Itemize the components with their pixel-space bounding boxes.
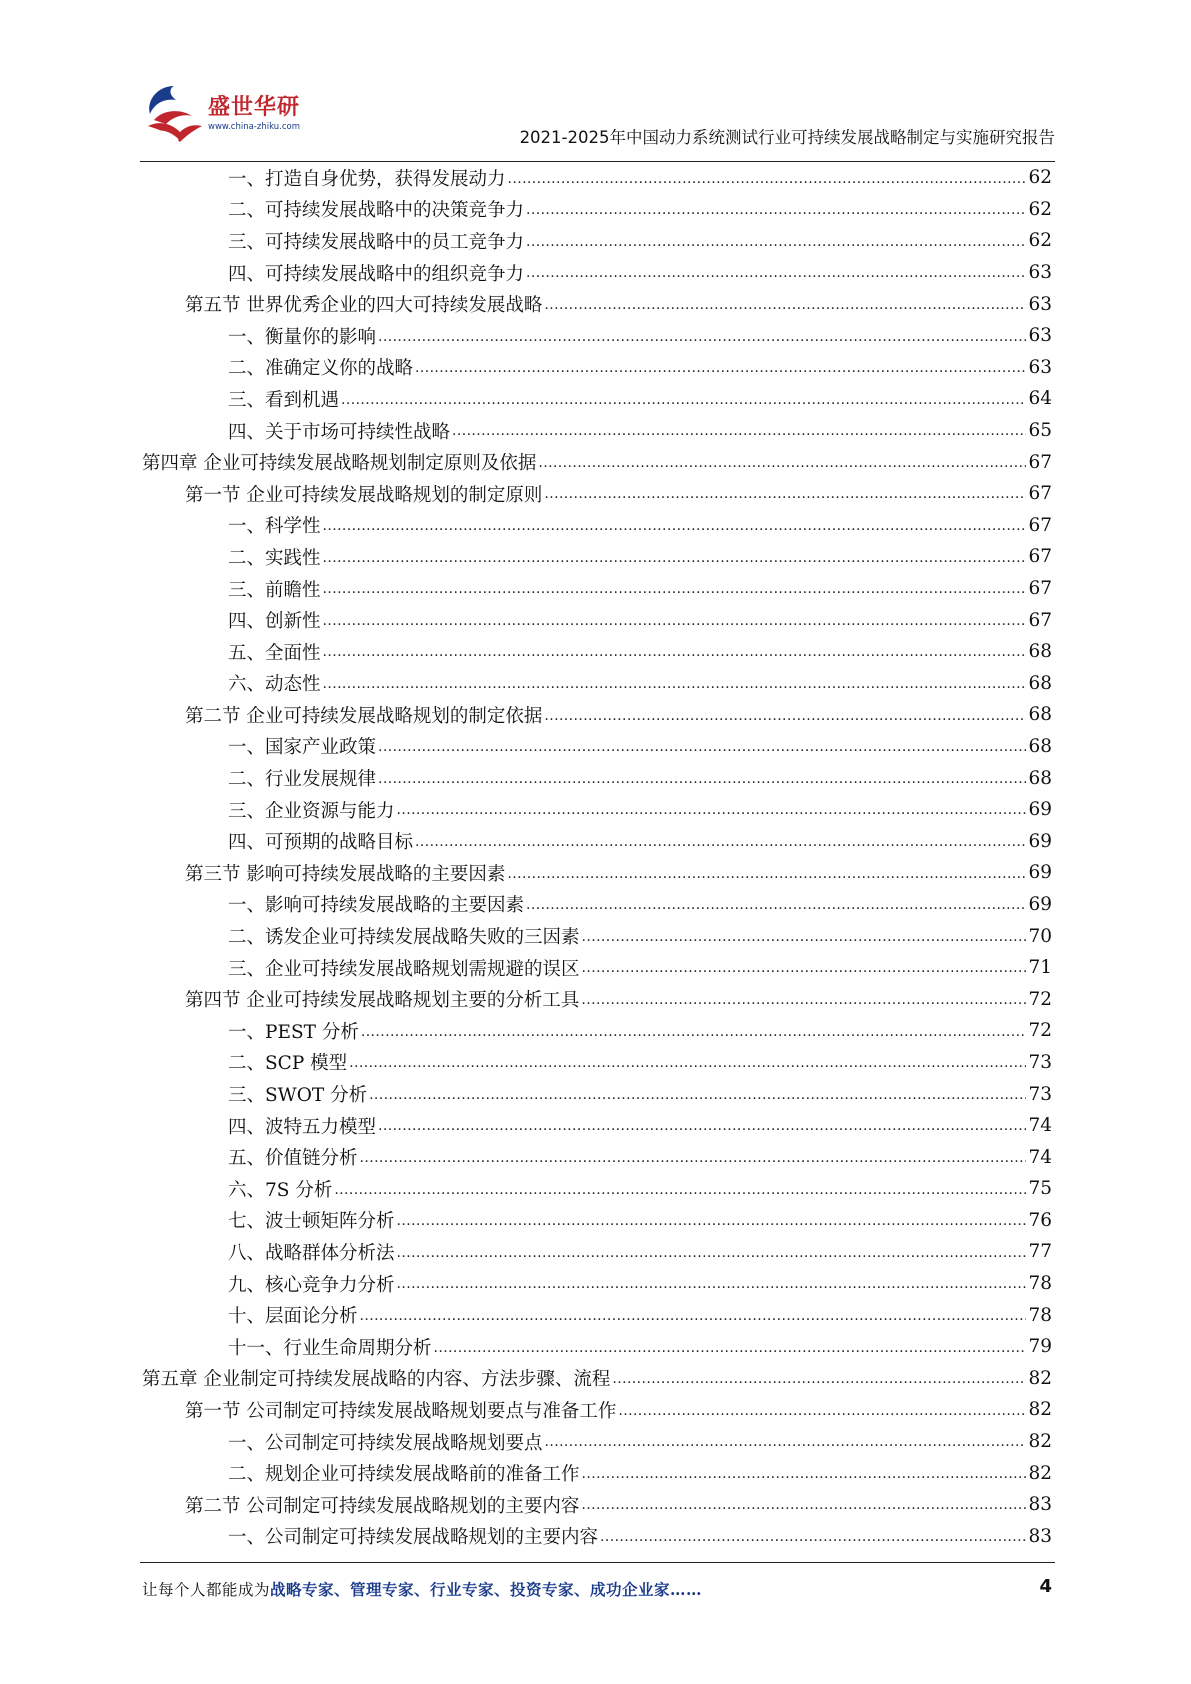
toc-entry-title: 五、价值链分析	[228, 1148, 358, 1170]
toc-entry-page: 63	[1028, 262, 1052, 284]
toc-leader-dots	[434, 1338, 1027, 1357]
toc-entry[interactable]	[142, 352, 1052, 384]
toc-entry[interactable]	[142, 415, 1052, 447]
toc-entry[interactable]	[142, 1521, 1052, 1553]
toc-entry-page: 69	[1028, 893, 1052, 915]
toc-entry-title: 一、PEST 分析	[228, 1021, 359, 1043]
toc-entry-title: 一、公司制定可持续发展战略规划的主要内容	[228, 1527, 599, 1549]
toc-entry-page: 83	[1028, 1494, 1052, 1516]
toc-entry[interactable]	[142, 920, 1052, 952]
toc-entry-page: 68	[1028, 672, 1052, 694]
toc-entry[interactable]	[142, 194, 1052, 226]
toc-leader-dots	[545, 1432, 1027, 1451]
toc-entry[interactable]	[142, 478, 1052, 510]
toc-leader-dots	[581, 990, 1026, 1009]
toc-entry-title: 二、可持续发展战略中的决策竞争力	[228, 200, 525, 222]
toc-entry-page: 64	[1028, 388, 1052, 410]
slogan-highlight: 战略专家、管理专家、行业专家、投资专家、成功企业家……	[270, 1580, 703, 1599]
toc-entry-title: 二、行业发展规律	[228, 769, 377, 791]
toc-entry-title: 三、SWOT 分析	[228, 1085, 368, 1107]
toc-entry-title: 四、关于市场可持续性战略	[228, 421, 451, 443]
toc-leader-dots	[415, 832, 1026, 851]
toc-entry[interactable]	[142, 699, 1052, 731]
toc-leader-dots	[323, 642, 1027, 661]
toc-entry-title: 六、动态性	[228, 674, 321, 696]
toc-entry-title: 第一节 公司制定可持续发展战略规划要点与准备工作	[185, 1400, 617, 1422]
toc-leader-dots	[526, 200, 1026, 219]
toc-entry-page: 68	[1028, 704, 1052, 726]
toc-leader-dots	[544, 295, 1026, 314]
toc-entry[interactable]	[142, 857, 1052, 889]
toc-entry-page: 67	[1028, 609, 1052, 631]
toc-entry-page: 77	[1028, 1241, 1052, 1263]
toc-entry-title: 第四节 企业可持续发展战略规划主要的分析工具	[185, 990, 580, 1012]
toc-leader-dots	[378, 737, 1026, 756]
toc-entry-title: 第三节 影响可持续发展战略的主要因素	[185, 863, 506, 885]
footer-slogan	[142, 1578, 702, 1600]
company-logo	[140, 80, 310, 146]
toc-entry[interactable]	[142, 162, 1052, 194]
toc-entry-page: 69	[1028, 830, 1052, 852]
toc-entry-title: 第四章 企业可持续发展战略规划制定原则及依据	[142, 453, 537, 475]
slogan-prefix: 让每个人都能成为	[142, 1581, 271, 1599]
toc-entry[interactable]	[142, 952, 1052, 984]
toc-leader-dots	[323, 579, 1027, 598]
toc-entry-page: 65	[1028, 420, 1052, 442]
logo-url: www.china-zhiku.com	[208, 122, 300, 132]
toc-entry-page: 83	[1028, 1525, 1052, 1547]
toc-leader-dots	[526, 232, 1026, 251]
toc-leader-dots	[323, 611, 1027, 630]
toc-entry[interactable]	[142, 1489, 1052, 1521]
toc-entry[interactable]	[142, 1078, 1052, 1110]
toc-leader-dots	[507, 864, 1026, 883]
toc-entry-title: 第五章 企业制定可持续发展战略的内容、方法步骤、流程	[142, 1369, 611, 1391]
toc-entry[interactable]	[142, 257, 1052, 289]
toc-entry-title: 一、科学性	[228, 516, 321, 538]
toc-entry[interactable]	[142, 1363, 1052, 1395]
toc-entry[interactable]	[142, 983, 1052, 1015]
toc-entry-title: 四、波特五力模型	[228, 1116, 377, 1138]
toc-leader-dots	[538, 453, 1026, 472]
toc-entry-page: 69	[1028, 862, 1052, 884]
toc-leader-dots	[323, 516, 1027, 535]
toc-entry-page: 68	[1028, 735, 1052, 757]
toc-entry-page: 67	[1028, 451, 1052, 473]
toc-leader-dots	[526, 895, 1026, 914]
page-number: 4	[1039, 1576, 1052, 1597]
toc-entry-page: 74	[1028, 1115, 1052, 1137]
toc-entry[interactable]	[142, 1205, 1052, 1237]
toc-entry-page: 78	[1028, 1304, 1052, 1326]
toc-leader-dots	[415, 358, 1026, 377]
toc-entry-title: 一、衡量你的影响	[228, 326, 377, 348]
toc-leader-dots	[581, 1495, 1026, 1514]
toc-leader-dots	[361, 1022, 1027, 1041]
toc-leader-dots	[600, 1527, 1026, 1546]
toc-entry-title: 九、核心竞争力分析	[228, 1274, 395, 1296]
toc-entry-page: 74	[1028, 1146, 1052, 1168]
toc-leader-dots	[323, 548, 1027, 567]
toc-entry-page: 67	[1028, 483, 1052, 505]
toc-entry-title: 第一节 企业可持续发展战略规划的制定原则	[185, 484, 543, 506]
toc-leader-dots	[544, 484, 1026, 503]
toc-leader-dots	[582, 1464, 1027, 1483]
toc-entry-title: 三、前瞻性	[228, 579, 321, 601]
toc-entry-page: 73	[1028, 1083, 1052, 1105]
toc-entry-title: 第二节 企业可持续发展战略规划的制定依据	[185, 705, 543, 727]
toc-entry-title: 八、战略群体分析法	[228, 1242, 395, 1264]
toc-entry[interactable]	[142, 320, 1052, 352]
toc-entry-page: 82	[1028, 1431, 1052, 1453]
toc-leader-dots	[397, 1274, 1027, 1293]
toc-entry[interactable]	[142, 573, 1052, 605]
page-footer	[142, 1578, 1052, 1608]
toc-entry-title: 六、7S 分析	[228, 1179, 333, 1201]
toc-entry-page: 72	[1028, 988, 1052, 1010]
toc-entry-page: 72	[1028, 1020, 1052, 1042]
toc-entry[interactable]	[142, 636, 1052, 668]
toc-leader-dots	[323, 674, 1027, 693]
toc-entry[interactable]	[142, 731, 1052, 763]
toc-entry-page: 63	[1028, 325, 1052, 347]
toc-leader-dots	[582, 958, 1027, 977]
toc-entry[interactable]	[142, 1457, 1052, 1489]
logo-emblem-icon	[140, 80, 206, 146]
toc-leader-dots	[349, 1053, 1026, 1072]
toc-leader-dots	[397, 1243, 1027, 1262]
toc-entry-page: 62	[1028, 230, 1052, 252]
toc-entry-page: 63	[1028, 356, 1052, 378]
toc-entry-title: 七、波士顿矩阵分析	[228, 1211, 395, 1233]
toc-leader-dots	[452, 421, 1026, 440]
toc-entry-title: 三、可持续发展战略中的员工竞争力	[228, 231, 525, 253]
toc-entry-title: 三、企业资源与能力	[228, 800, 395, 822]
toc-entry-page: 75	[1028, 1178, 1052, 1200]
toc-entry-page: 79	[1028, 1336, 1052, 1358]
toc-leader-dots	[369, 1085, 1026, 1104]
toc-entry[interactable]	[142, 1331, 1052, 1363]
toc-leader-dots	[526, 263, 1026, 282]
toc-entry[interactable]	[142, 1236, 1052, 1268]
toc-leader-dots	[378, 769, 1026, 788]
toc-leader-dots	[582, 927, 1027, 946]
toc-entry[interactable]	[142, 510, 1052, 542]
toc-entry[interactable]	[142, 1141, 1052, 1173]
logo-text: 盛世华研	[208, 95, 301, 120]
toc-leader-dots	[378, 1116, 1026, 1135]
toc-entry-page: 67	[1028, 578, 1052, 600]
toc-entry-title: 二、SCP 模型	[228, 1053, 348, 1075]
toc-entry[interactable]	[142, 446, 1052, 478]
toc-entry[interactable]	[142, 1110, 1052, 1142]
toc-entry-title: 四、创新性	[228, 611, 321, 633]
page-header	[140, 80, 1055, 160]
toc-entry[interactable]	[142, 762, 1052, 794]
toc-entry-title: 三、企业可持续发展战略规划需规避的误区	[228, 958, 580, 980]
toc-entry-page: 78	[1028, 1273, 1052, 1295]
toc-entry-title: 二、实践性	[228, 547, 321, 569]
toc-entry-page: 73	[1028, 1051, 1052, 1073]
toc-entry-page: 68	[1028, 767, 1052, 789]
toc-entry-title: 十、层面论分析	[228, 1306, 358, 1328]
toc-entry-title: 五、全面性	[228, 642, 321, 664]
toc-entry-title: 三、看到机遇	[228, 389, 340, 411]
toc-entry-page: 82	[1028, 1367, 1052, 1389]
toc-entry-title: 一、影响可持续发展战略的主要因素	[228, 895, 525, 917]
toc-leader-dots	[334, 1180, 1026, 1199]
toc-entry-page: 63	[1028, 293, 1052, 315]
toc-entry-page: 69	[1028, 799, 1052, 821]
toc-leader-dots	[508, 169, 1027, 188]
toc-entry[interactable]	[142, 541, 1052, 573]
toc-entry-title: 十一、行业生命周期分析	[228, 1337, 432, 1359]
toc-entry[interactable]	[142, 1426, 1052, 1458]
toc-entry-title: 四、可持续发展战略中的组织竞争力	[228, 263, 525, 285]
toc-entry[interactable]	[142, 1015, 1052, 1047]
toc-entry-title: 二、规划企业可持续发展战略前的准备工作	[228, 1464, 580, 1486]
toc-entry-page: 82	[1028, 1399, 1052, 1421]
toc-entry[interactable]	[142, 1299, 1052, 1331]
toc-entry-page: 68	[1028, 641, 1052, 663]
toc-entry[interactable]	[142, 1394, 1052, 1426]
toc-entry-title: 二、诱发企业可持续发展战略失败的三因素	[228, 927, 580, 949]
table-of-contents	[142, 162, 1052, 1552]
toc-leader-dots	[612, 1369, 1026, 1388]
toc-entry[interactable]	[142, 794, 1052, 826]
toc-entry[interactable]	[142, 1047, 1052, 1079]
toc-entry-title: 第五节 世界优秀企业的四大可持续发展战略	[185, 295, 543, 317]
toc-entry-page: 67	[1028, 546, 1052, 568]
toc-entry-title: 一、打造自身优势，获得发展动力	[228, 168, 506, 190]
toc-entry-page: 62	[1028, 167, 1052, 189]
toc-leader-dots	[618, 1401, 1026, 1420]
toc-entry-title: 四、可预期的战略目标	[228, 832, 414, 854]
toc-entry-page: 76	[1028, 1209, 1052, 1231]
toc-entry[interactable]	[142, 288, 1052, 320]
toc-entry[interactable]	[142, 668, 1052, 700]
toc-entry-title: 二、准确定义你的战略	[228, 358, 414, 380]
report-title: 2021-2025年中国动力系统测试行业可持续发展战略制定与实施研究报告	[519, 128, 1055, 147]
toc-entry-title: 一、国家产业政策	[228, 737, 377, 759]
toc-entry[interactable]	[142, 225, 1052, 257]
toc-leader-dots	[544, 706, 1026, 725]
toc-entry-page: 70	[1028, 925, 1052, 947]
toc-entry-page: 67	[1028, 514, 1052, 536]
toc-leader-dots	[397, 800, 1027, 819]
toc-entry[interactable]	[142, 889, 1052, 921]
toc-entry[interactable]	[142, 825, 1052, 857]
toc-entry-title: 第二节 公司制定可持续发展战略规划的主要内容	[185, 1495, 580, 1517]
toc-entry[interactable]	[142, 1173, 1052, 1205]
toc-entry[interactable]	[142, 1268, 1052, 1300]
toc-entry-page: 71	[1028, 957, 1052, 979]
toc-leader-dots	[360, 1306, 1027, 1325]
toc-leader-dots	[341, 390, 1026, 409]
toc-entry[interactable]	[142, 383, 1052, 415]
toc-entry[interactable]	[142, 604, 1052, 636]
footer-divider	[140, 1562, 1055, 1563]
toc-leader-dots	[378, 327, 1026, 346]
toc-entry-page: 82	[1028, 1462, 1052, 1484]
toc-entry-title: 一、公司制定可持续发展战略规划要点	[228, 1432, 543, 1454]
toc-leader-dots	[397, 1211, 1027, 1230]
toc-leader-dots	[360, 1148, 1027, 1167]
toc-entry-page: 62	[1028, 198, 1052, 220]
